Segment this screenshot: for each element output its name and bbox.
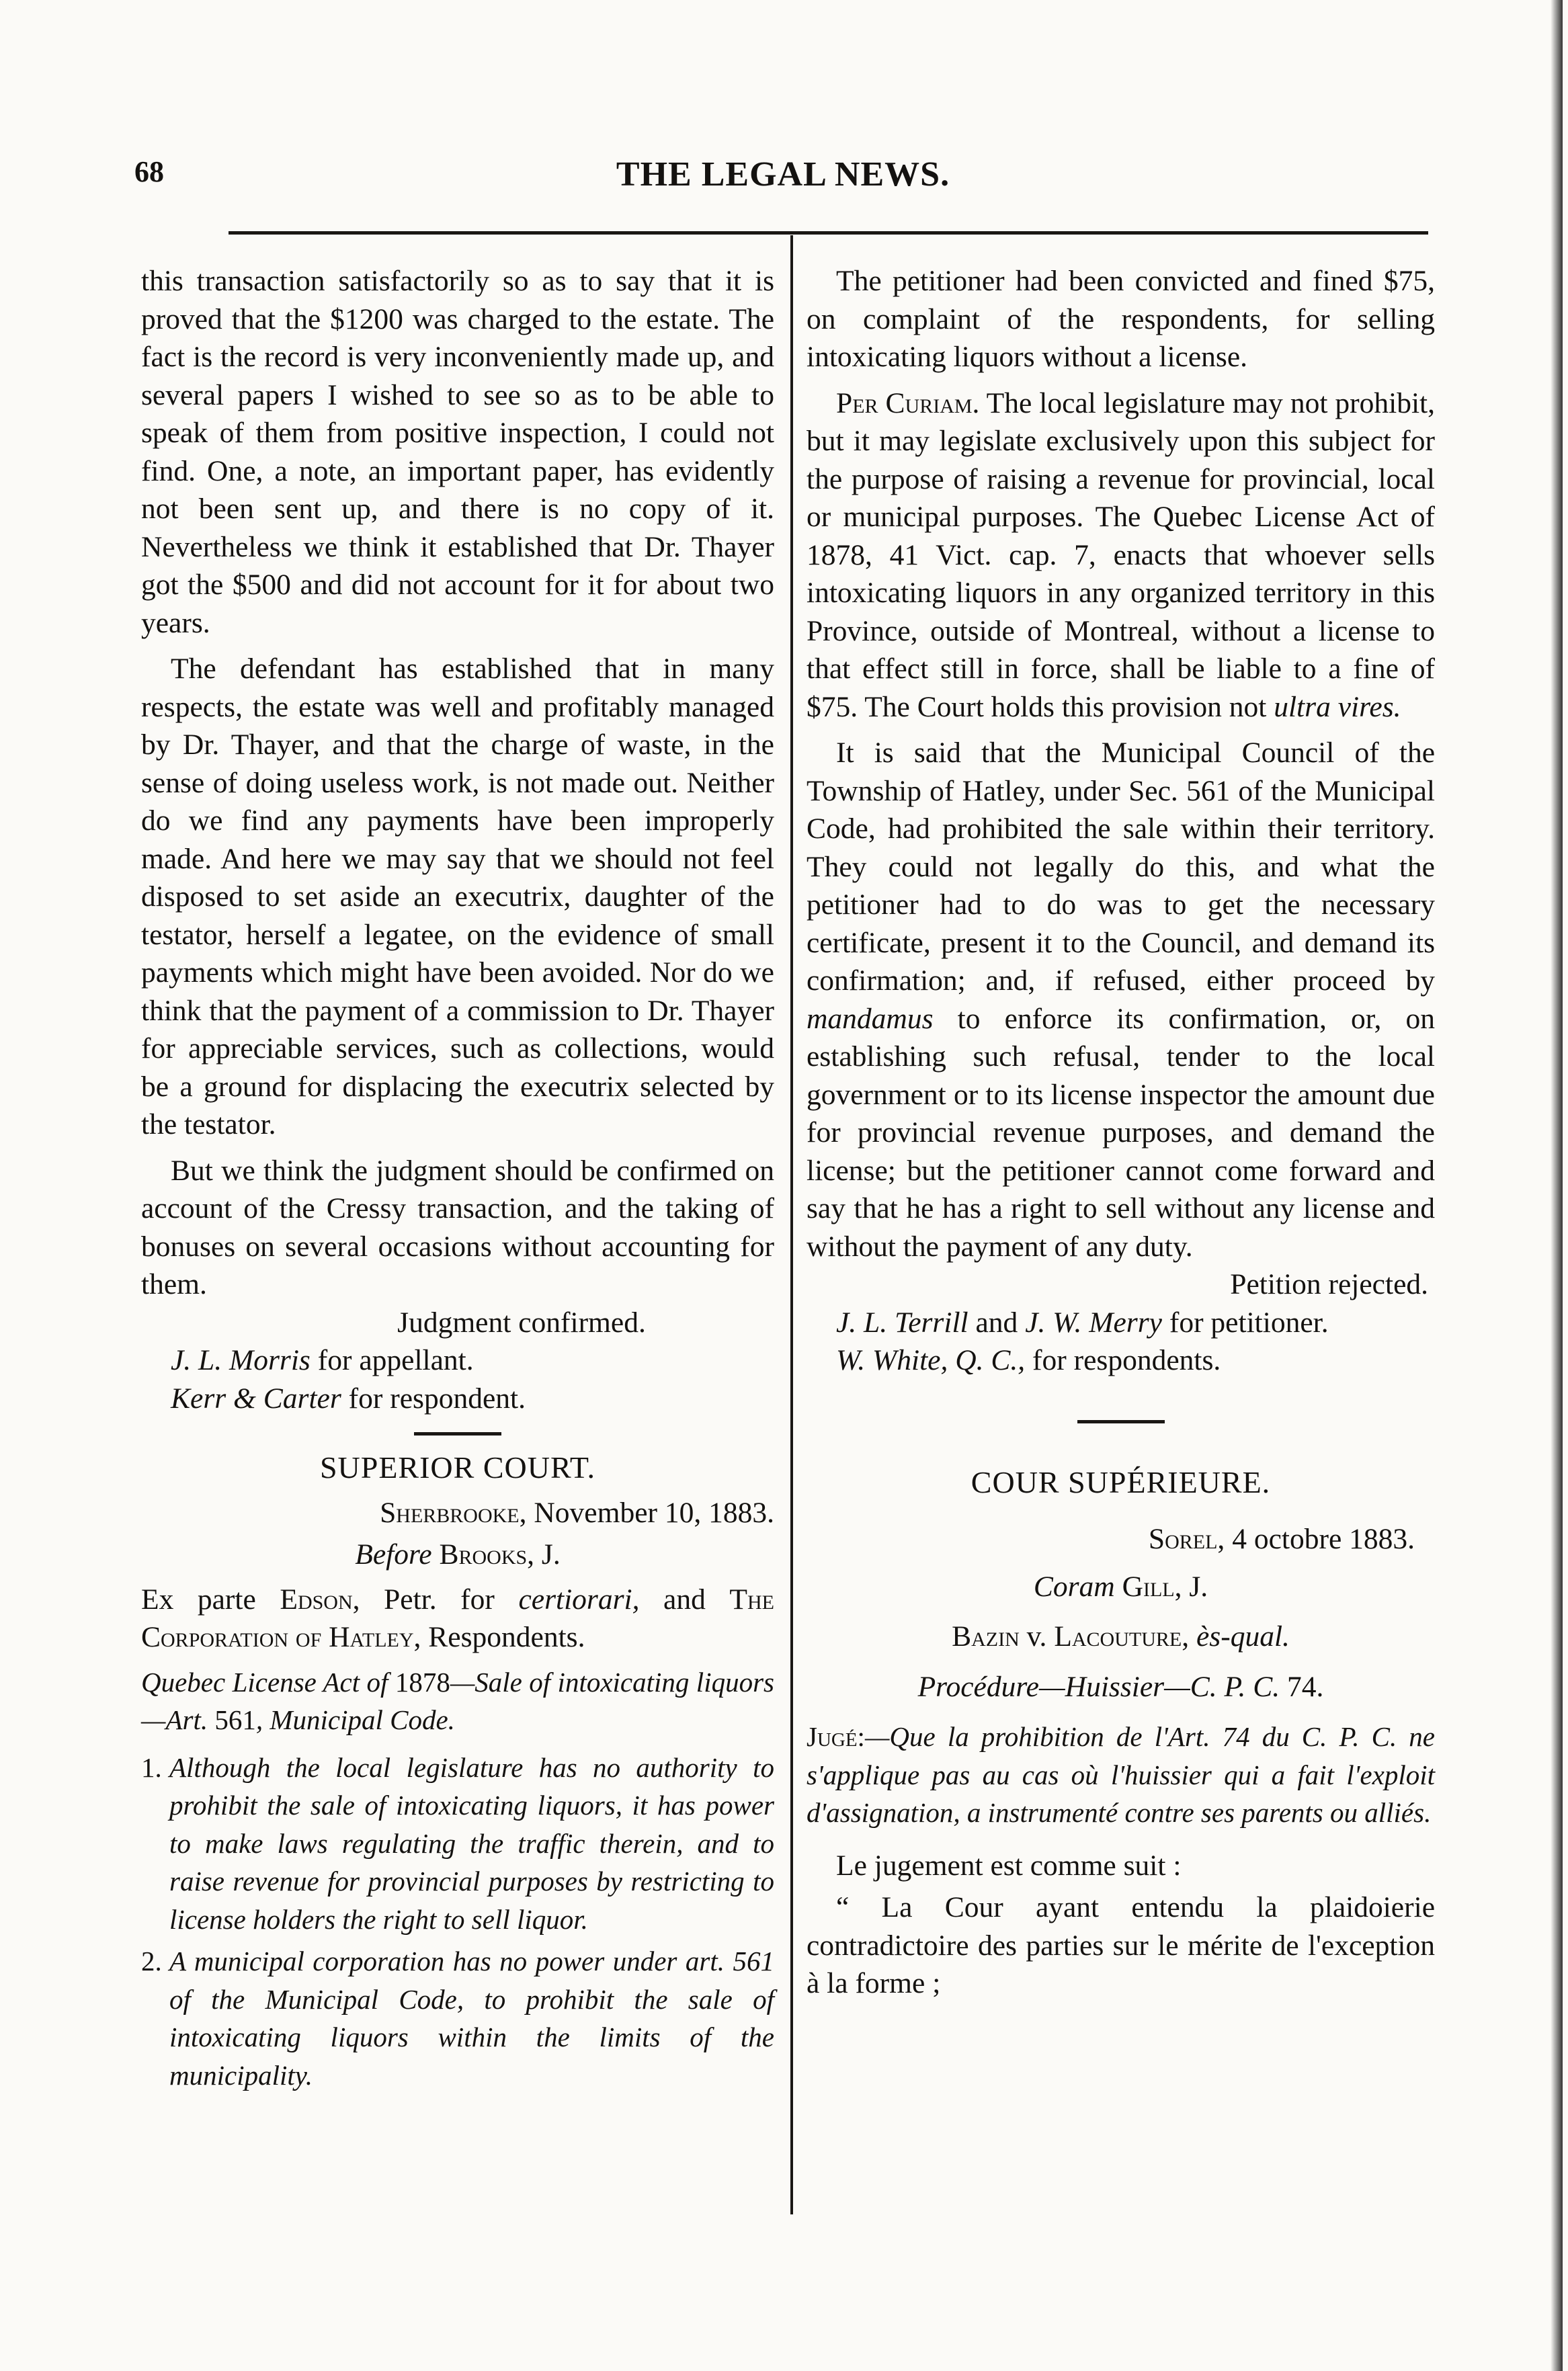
counsel-line bbox=[807, 1304, 1435, 1342]
counsel-role: and bbox=[968, 1306, 1026, 1339]
subject-text: , Municipal Code. bbox=[255, 1704, 455, 1735]
counsel-role: for respondents. bbox=[1025, 1344, 1221, 1376]
date: 4 octobre 1883. bbox=[1225, 1523, 1415, 1555]
holding-number: 2. bbox=[141, 1946, 162, 1977]
judge-name: Gill, J. bbox=[1114, 1570, 1208, 1603]
subject-text: Quebec License Act of bbox=[141, 1666, 395, 1698]
petition-line: Petition rejected. bbox=[1230, 1268, 1428, 1300]
paragraph: But we think the judgment should be confirmed on account of the Cressy transaction, and the taking of bonuses on several occasions without accounting for them. bbox=[141, 1154, 774, 1300]
case-text: Respondents. bbox=[421, 1621, 585, 1653]
paragraph: this transaction satisfactorily so as to say that it is proved that the $1200 was charged to the estate. The fact is the record is very inconveniently made up, and several papers I wished to see so as to be able to speak of them from positive inspection, I could not find. One, a note, an important paper, has evidently not been sent up, and there is no copy of it. Nevertheless we think it established that Dr. Thayer got the $500 and did not account for it for about two years. bbox=[141, 265, 774, 639]
case-subject bbox=[807, 1668, 1435, 1706]
per-curiam: Per Curiam. bbox=[836, 386, 980, 419]
paragraph: Le jugement est comme suit : bbox=[836, 1849, 1182, 1882]
party-name: Lacouture, bbox=[1054, 1620, 1190, 1653]
counsel-line bbox=[807, 1341, 1435, 1380]
place: Sherbrooke, bbox=[380, 1496, 527, 1529]
holding bbox=[807, 1718, 1435, 1832]
counsel-role: for appellant. bbox=[310, 1344, 474, 1376]
counsel-line bbox=[141, 1341, 774, 1380]
paragraph-text: to enforce its confirmation, or, on establishing such refusal, tender to the local government or to its license inspector the amount due for provincial revenue purposes, and demand the license; but the petitioner cannot come forward and say that he has a right to sell without any license and without the payment of any duty. bbox=[807, 1002, 1435, 1263]
journal-title: THE LEGAL NEWS. bbox=[616, 155, 950, 194]
case-title bbox=[807, 1618, 1435, 1656]
case-title bbox=[141, 1581, 774, 1657]
header-rule bbox=[229, 231, 1428, 235]
case-text: v. bbox=[1019, 1620, 1055, 1653]
court-heading: SUPERIOR COURT. bbox=[319, 1450, 596, 1485]
coram-label: Coram bbox=[1033, 1570, 1115, 1603]
party-name: The Corporation of Hatley, bbox=[141, 1583, 774, 1653]
running-header bbox=[134, 155, 1432, 208]
page-number: 68 bbox=[134, 155, 164, 188]
holding-label: Jugé: bbox=[807, 1721, 865, 1752]
paragraph: “ La Cour ayant entendu la plaidoierie contradictoire des parties sur le mérite de l'exception à la forme ; bbox=[807, 1891, 1435, 1999]
party-name: Bazin bbox=[952, 1620, 1020, 1653]
subject-text: 1878 bbox=[395, 1666, 450, 1698]
court-heading: COUR SUPÉRIEURE. bbox=[971, 1464, 1271, 1499]
paragraph: The defendant has established that in many respects, the estate was well and profitably managed by Dr. Thayer, and that the charge of waste, in the sense of doing useless work, is not made out. Neither do we find any payments have been improperly made. And here we may say that we should not feel disposed to set aside an executrix, daughter of the testator, herself a legatee, on the evidence of small payments which might have been avoided. Nor do we think that the payment of a commission to Dr. Thayer for appreciable services, such as collections, would be a ground for displacing the executrix selected by the testator. bbox=[141, 653, 774, 1140]
left-column bbox=[141, 262, 774, 2094]
counsel-name: J. L. Morris bbox=[171, 1344, 311, 1376]
place: Sorel, bbox=[1148, 1523, 1225, 1555]
counsel-name: Kerr & Carter bbox=[171, 1382, 341, 1415]
holding-text: Although the local legislature has no authority to prohibit the sale of intoxicating liquors, it has power to make laws regulating the traffic therein, and to raise revenue for provincial purposes by restricting to license holders the right to sell liquor. bbox=[169, 1751, 774, 1935]
counsel-role: for respondent. bbox=[341, 1382, 526, 1415]
scan-edge-shadow bbox=[1551, 0, 1563, 2371]
counsel-name: J. L. Terrill bbox=[836, 1306, 968, 1339]
subject-text: Procédure—Huissier—C. P. C. bbox=[917, 1670, 1288, 1703]
date: November 10, 1883. bbox=[526, 1496, 774, 1529]
case-text: certiorari, bbox=[518, 1583, 640, 1616]
case-text: Petr. for bbox=[360, 1583, 519, 1616]
counsel-line bbox=[141, 1380, 774, 1418]
holding bbox=[141, 1749, 774, 1939]
holding-text: A municipal corporation has no power under art. 561 of the Municipal Code, to prohibit the sale of intoxicating liquors within the limits of the municipality. bbox=[169, 1946, 774, 2091]
before-line bbox=[141, 1536, 774, 1574]
judgment-line: Judgment confirmed. bbox=[397, 1306, 646, 1339]
counsel-role: for petitioner. bbox=[1161, 1306, 1329, 1339]
coram-line bbox=[807, 1568, 1435, 1606]
holding bbox=[141, 1942, 774, 2094]
paragraph-text: mandamus bbox=[807, 1002, 934, 1035]
right-column bbox=[807, 262, 1435, 2003]
party-name: Edson, bbox=[280, 1583, 360, 1616]
case-text: Ex parte bbox=[141, 1583, 280, 1616]
dateline bbox=[807, 1520, 1435, 1558]
paragraph-text: ultra vires. bbox=[1274, 690, 1401, 723]
counsel-name: J. W. Merry bbox=[1025, 1306, 1162, 1339]
subject-text: 561 bbox=[214, 1704, 256, 1735]
paragraph-text: The local legislature may not prohibit, but it may legislate exclusively upon this subject for the purpose of raising a revenue for provincial, local or municipal purposes. The Quebec License Act of 1878, 41 Vict. cap. 7, enacts that whoever sells intoxicating liquors in any organized territory in this Province, outside of Montreal, without a license to that effect still in force, shall be liable to a fine of $75. The Court holds this provision not bbox=[807, 386, 1436, 723]
dateline bbox=[141, 1494, 774, 1532]
holding-text: —Que la prohibition de l'Art. 74 du C. P. C. ne s'applique pas au cas où l'huissier qui a fait l'exploit d'assignation, a instrumenté contre ses parents ou alliés. bbox=[807, 1721, 1435, 1828]
judge-name: Brooks, J. bbox=[431, 1538, 561, 1571]
before-label: Before bbox=[355, 1538, 432, 1571]
subject-text: 74. bbox=[1287, 1670, 1324, 1703]
column-divider bbox=[790, 235, 793, 2214]
subject-text: —Sale of intoxicating liquors—Art. bbox=[141, 1666, 775, 1735]
paragraph-text: It is said that the Municipal Council of the Township of Hatley, under Sec. 561 of the Municipal Code, had prohibited the sale within their territory. They could not legally do this, and what the petitioner had to do was to get the necessary certificate, present it to the Council, and demand its confirmation; and, if refused, either proceed by bbox=[807, 737, 1435, 997]
paragraph bbox=[807, 734, 1435, 1265]
paragraph: The petitioner had been convicted and fined $75, on complaint of the respondents, for selling intoxicating liquors without a license. bbox=[807, 265, 1435, 373]
case-subject bbox=[141, 1663, 774, 1739]
paragraph bbox=[807, 384, 1435, 726]
counsel-name: W. White, Q. C., bbox=[836, 1344, 1026, 1376]
case-text: and bbox=[639, 1583, 730, 1616]
holding-number: 1. bbox=[141, 1751, 162, 1783]
case-text: ès-qual. bbox=[1189, 1620, 1290, 1653]
